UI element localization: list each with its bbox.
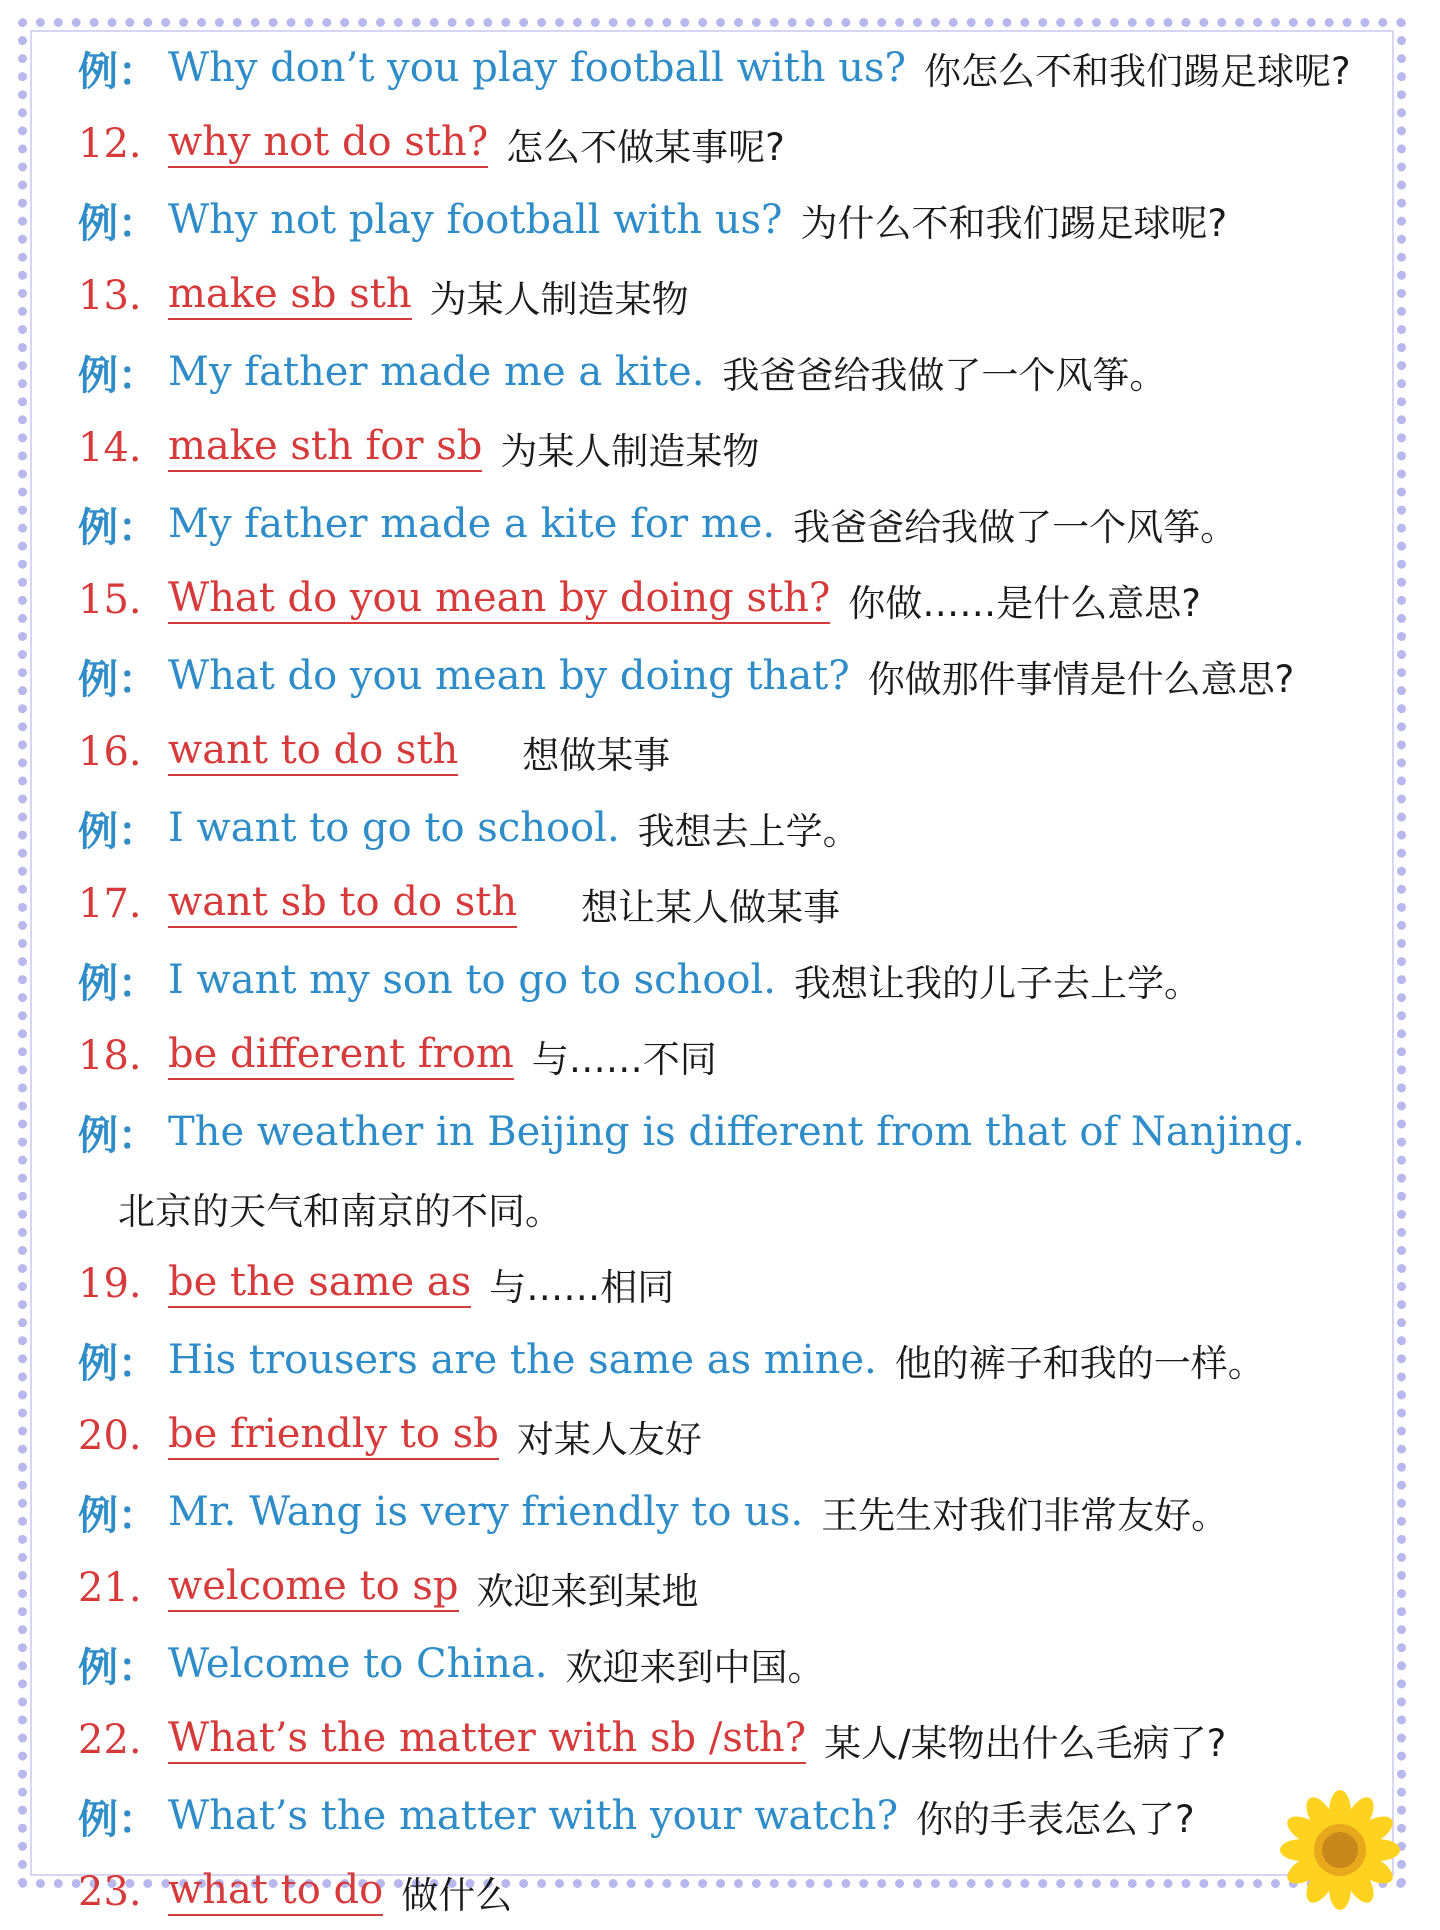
example-marker: 例：: [78, 503, 158, 551]
example-marker: 例：: [78, 959, 158, 1007]
example-marker: 例：: [78, 1111, 158, 1159]
example-english: My father made me a kite.: [168, 349, 705, 395]
phrase-entry: [78, 1550, 1398, 1626]
phrase-english: welcome to sp: [168, 1564, 459, 1612]
phrase-chinese: 为某人制造某物: [500, 430, 760, 473]
phrase-english: What do you mean by doing sth?: [168, 576, 830, 624]
phrase-chinese: 你做……是什么意思?: [848, 582, 1201, 625]
phrase-english: why not do sth?: [168, 120, 488, 168]
entry-number: 18.: [78, 1033, 142, 1079]
phrase-chinese: 做什么: [401, 1874, 513, 1917]
phrase-entry: [78, 866, 1398, 942]
entry-number: 22.: [78, 1717, 142, 1763]
example-english: I want to go to school.: [168, 805, 620, 851]
sunflower-icon: [1280, 1790, 1400, 1910]
example-chinese: 他的裤子和我的一样。: [894, 1342, 1265, 1385]
example-row: [78, 1626, 1398, 1702]
entry-number: 13.: [78, 273, 142, 319]
example-chinese: 我想去上学。: [637, 810, 860, 853]
example-marker: 例：: [78, 1491, 158, 1539]
phrase-chinese: 与……相同: [489, 1266, 675, 1309]
phrase-entry: [78, 1702, 1398, 1778]
phrase-entry: [78, 106, 1398, 182]
example-english: Why not play football with us?: [168, 197, 783, 243]
phrase-chinese: 怎么不做某事呢?: [506, 126, 785, 169]
entry-number: 15.: [78, 577, 142, 623]
example-marker: 例：: [78, 1643, 158, 1691]
example-row: [78, 790, 1398, 866]
example-chinese: 为什么不和我们踢足球呢?: [800, 202, 1228, 245]
example-chinese: 你怎么不和我们踢足球呢?: [923, 50, 1351, 93]
example-row: [78, 638, 1398, 714]
example-chinese: 我爸爸给我做了一个风筝。: [722, 354, 1167, 397]
example-chinese: 欢迎来到中国。: [565, 1646, 825, 1689]
example-english: Welcome to China.: [168, 1641, 548, 1687]
example-marker: 例：: [78, 655, 158, 703]
phrase-english: what to do: [168, 1868, 383, 1916]
example-chinese: 王先生对我们非常友好。: [821, 1494, 1229, 1537]
example-marker: 例：: [78, 807, 158, 855]
phrase-english: be the same as: [168, 1260, 471, 1308]
phrase-chinese: 欢迎来到某地: [476, 1570, 699, 1613]
phrase-entry: [78, 258, 1398, 334]
example-marker: 例：: [78, 1795, 158, 1843]
example-english: Why don’t you play football with us?: [168, 45, 906, 91]
phrase-entry: [78, 1854, 1398, 1930]
example-chinese: 你的手表怎么了?: [916, 1798, 1195, 1841]
phrase-english: be friendly to sb: [168, 1412, 499, 1460]
phrase-chinese: 某人/某物出什么毛病了?: [824, 1722, 1227, 1765]
phrase-english: make sth for sb: [168, 424, 482, 472]
example-chinese: 我想让我的儿子去上学。: [794, 962, 1201, 1005]
phrase-chinese: 想做某事: [522, 734, 671, 777]
example-row: [78, 1474, 1398, 1550]
example-marker: 例：: [78, 351, 158, 399]
example-chinese: 我爸爸给我做了一个风筝。: [793, 506, 1238, 549]
phrase-entry: [78, 1246, 1398, 1322]
phrase-english: What’s the matter with sb /sth?: [168, 1716, 806, 1764]
example-english: I want my son to go to school.: [168, 957, 776, 1003]
phrase-entry: [78, 562, 1398, 638]
example-row: [78, 182, 1398, 258]
phrase-chinese: 想让某人做某事: [581, 886, 841, 929]
entry-number: 12.: [78, 121, 142, 167]
entry-number: 23.: [78, 1869, 142, 1915]
example-row: [78, 30, 1398, 106]
example-english: The weather in Beijing is different from that of Nanjing.: [168, 1109, 1305, 1155]
entry-number: 19.: [78, 1261, 142, 1307]
phrase-entry: [78, 1398, 1398, 1474]
example-row: [78, 486, 1398, 562]
phrase-entry: [78, 1018, 1398, 1094]
example-english: What’s the matter with your watch?: [168, 1793, 899, 1839]
phrase-list: [78, 30, 1398, 1930]
phrase-chinese: 对某人友好: [516, 1418, 702, 1461]
entry-number: 14.: [78, 425, 142, 471]
example-row: [78, 334, 1398, 410]
phrase-chinese: 为某人制造某物: [429, 278, 689, 321]
phrase-english: make sb sth: [168, 272, 412, 320]
entry-number: 17.: [78, 881, 142, 927]
example-english: His trousers are the same as mine.: [168, 1337, 877, 1383]
example-marker: 例：: [78, 199, 158, 247]
example-row: [78, 1322, 1398, 1398]
phrase-chinese: 与……不同: [531, 1038, 717, 1081]
example-marker: 例：: [78, 47, 158, 95]
example-english: Mr. Wang is very friendly to us.: [168, 1489, 804, 1535]
example-english: What do you mean by doing that?: [168, 653, 850, 699]
example-row: [78, 1094, 1398, 1170]
entry-number: 16.: [78, 729, 142, 775]
phrase-entry: [78, 410, 1398, 486]
phrase-english: be different from: [168, 1032, 514, 1080]
example-translation-line: [78, 1170, 1398, 1246]
entry-number: 20.: [78, 1413, 142, 1459]
example-marker: 例：: [78, 1339, 158, 1387]
entry-number: 21.: [78, 1565, 142, 1611]
phrase-english: want to do sth: [168, 728, 458, 776]
example-chinese: 北京的天气和南京的不同。: [118, 1190, 562, 1233]
example-chinese: 你做那件事情是什么意思?: [867, 658, 1295, 701]
example-row: [78, 1778, 1398, 1854]
example-english: My father made a kite for me.: [168, 501, 776, 547]
example-row: [78, 942, 1398, 1018]
phrase-entry: [78, 714, 1398, 790]
phrase-english: want sb to do sth: [168, 880, 517, 928]
